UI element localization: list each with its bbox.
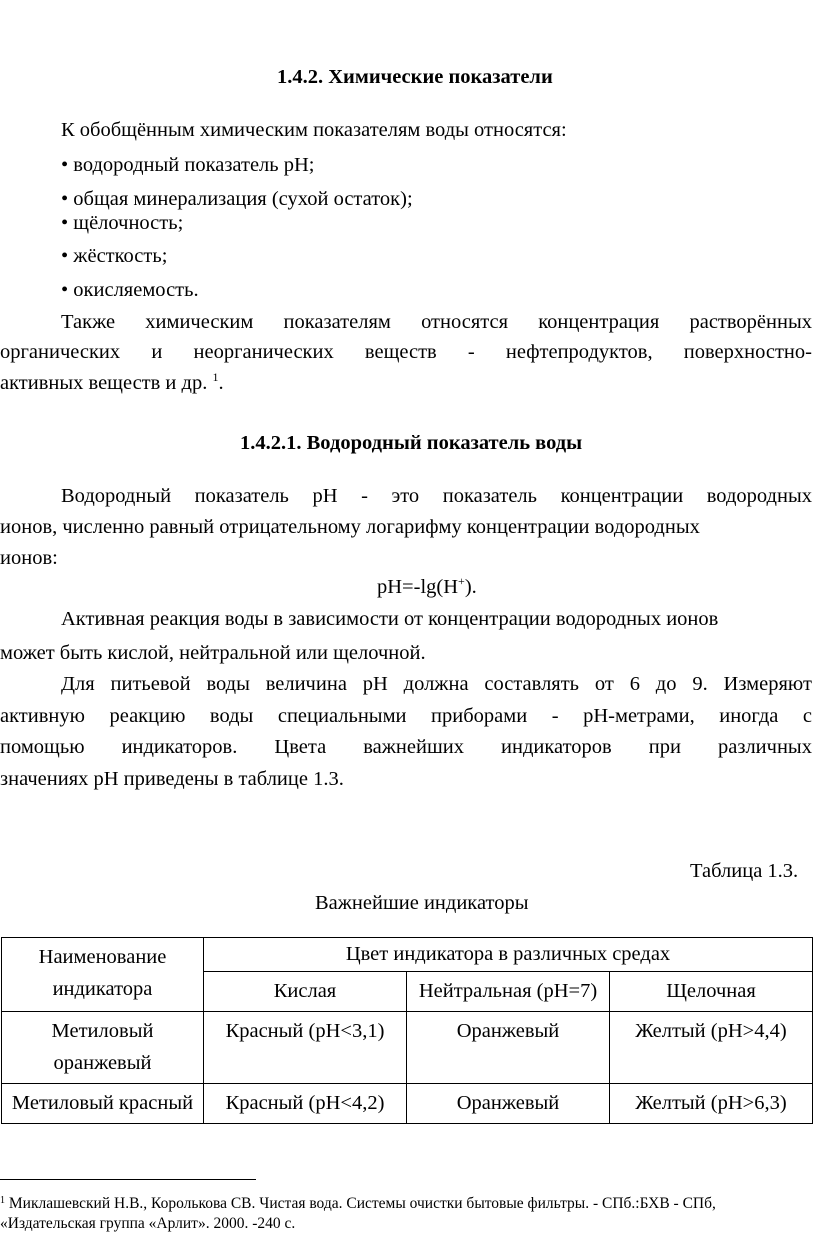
header-indicator-name: Наименование индикатора	[2, 938, 204, 1012]
paragraph-line: активных веществ и др. $^1$.	[0, 370, 224, 394]
section-title: 1.4.2. Химические показатели	[277, 66, 553, 88]
table-cell: Оранжевый	[407, 1084, 610, 1124]
paragraph-line: ионов:	[0, 547, 58, 569]
table-cell: Красный (рН<4,2)	[204, 1084, 407, 1124]
footnote-line: $^1$ Миклашевский Н.В., Королькова СВ. Чистая вода. Системы очистки бытовые фильтры. - СПб.:БХВ - СПб,	[0, 1195, 716, 1212]
table-cell: Метиловый красный	[2, 1084, 204, 1124]
indicators-table	[1, 937, 813, 1124]
paragraph-line: активную реакцию воды специальными приборами - рН-метрами, иногда с	[0, 705, 812, 727]
table-row	[2, 1084, 813, 1124]
subsection-title: 1.4.2.1. Водородный показатель воды	[240, 432, 583, 454]
table-header-row	[2, 938, 813, 972]
table-cell: Желтый (рН>6,3)	[610, 1084, 813, 1124]
paragraph-line: Активная реакция воды в зависимости от концентрации водородных ионов	[61, 608, 719, 630]
paragraph-line: помощью индикаторов. Цвета важнейших индикаторов при различных	[0, 736, 812, 758]
table-cell: Желтый (рН>4,4)	[610, 1012, 813, 1084]
paragraph-line: ионов, численно равный отрицательному логарифму концентрации водородных	[0, 516, 700, 538]
paragraph-line: значениях рН приведены в таблице 1.3.	[0, 768, 344, 790]
table-cell: Красный (рН<3,1)	[204, 1012, 407, 1084]
paragraph-line: Водородный показатель pH - это показатель концентрации водородных	[61, 485, 812, 507]
ph-formula: рН=-lg(H+).	[377, 574, 477, 598]
header-acid: Кислая	[204, 972, 407, 1012]
table-cell: Метиловый оранжевый	[2, 1012, 204, 1084]
footnote-ref: 1	[212, 370, 219, 384]
table-label: Таблица 1.3.	[690, 860, 799, 882]
paragraph-line: может быть кислой, нейтральной или щелочной.	[0, 642, 426, 664]
header-neutral: Нейтральная (рН=7)	[407, 972, 610, 1012]
bullet-item: • жёсткость;	[61, 245, 168, 267]
header-alkaline: Щелочная	[610, 972, 813, 1012]
paragraph-line: Также химическим показателям относятся концентрация растворённых	[61, 311, 812, 333]
header-color-group: Цвет индикатора в различных средах	[204, 938, 813, 972]
bullet-item: • общая минерализация (сухой остаток);	[61, 188, 413, 210]
paragraph-line: Для питьевой воды величина рН должна составлять от 6 до 9. Измеряют	[61, 673, 812, 695]
bullet-item: • водородный показатель рН;	[61, 154, 315, 176]
bullet-item: • окисляемость.	[61, 279, 199, 301]
footnote-line: «Издательская группа «Арлит». 2000. -240 с.	[0, 1215, 296, 1232]
paragraph-line: органических и неорганических веществ - нефтепродуктов, поверхностно-	[0, 341, 812, 363]
footnote-divider	[0, 1179, 256, 1180]
intro-text: К обобщённым химическим показателям воды относятся:	[61, 119, 567, 141]
table-row	[2, 1012, 813, 1084]
bullet-item: • щёлочность;	[61, 212, 184, 234]
table-caption: Важнейшие индикаторы	[315, 892, 529, 914]
table-cell: Оранжевый	[407, 1012, 610, 1084]
